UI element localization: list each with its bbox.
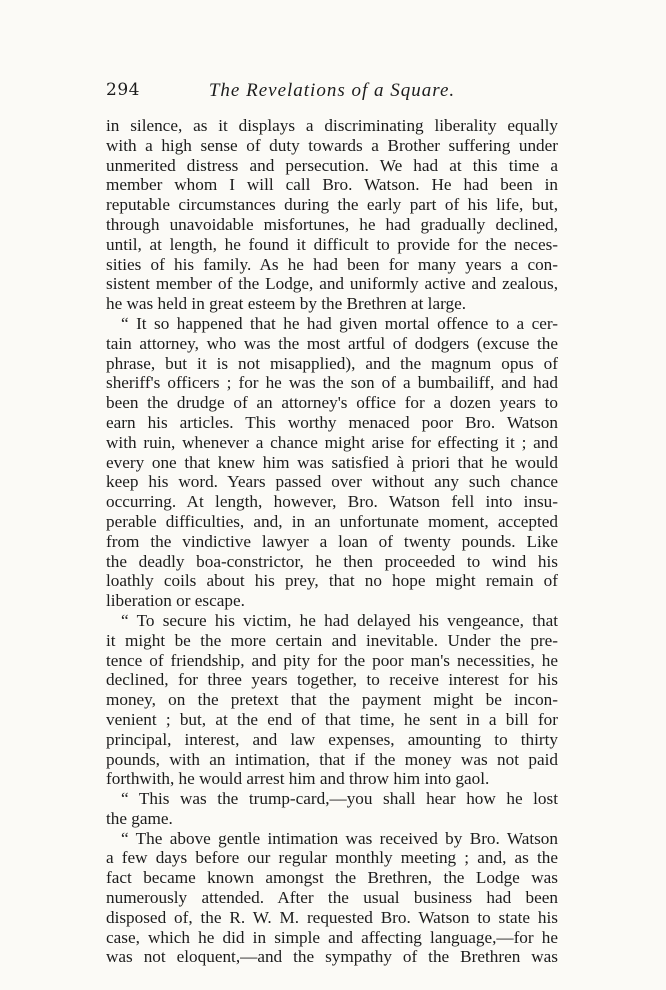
text-line: “ It so happened that he had given mortal offence to a cer- (121, 313, 558, 333)
paragraph (106, 611, 558, 789)
text-line: tain attorney, who was the most artful of dodgers (excuse the (106, 333, 558, 353)
text-line: through unavoidable misfortunes, he had gradually declined, (106, 214, 558, 234)
text-line: until, at length, he found it difficult to provide for the neces- (106, 234, 558, 254)
text-line: earn his articles. This worthy menaced poor Bro. Watson (106, 412, 558, 432)
text-line: declined, for three years together, to receive interest for his (106, 670, 558, 690)
text-line: tence of friendship, and pity for the poor man's necessities, he (106, 650, 558, 670)
text-line: disposed of, the R. W. M. requested Bro. Watson to state his (106, 907, 558, 927)
paragraph (106, 789, 558, 829)
text-line: sities of his family. As he had been for many years a con- (106, 254, 558, 274)
text-line: the deadly boa-constrictor, he then proceeded to wind his (106, 551, 558, 571)
text-line: phrase, but it is not misapplied), and the magnum opus of (106, 353, 558, 373)
page-header (106, 80, 558, 104)
text-line: unmerited distress and persecution. We had at this time a (106, 155, 558, 175)
text-line: pounds, with an intimation, that if the money was not paid (106, 749, 558, 769)
text-line: sheriff's officers ; for he was the son of a bumbailiff, and had (106, 373, 558, 393)
running-title: The Revelations of a Square. (208, 80, 456, 101)
text-line: with a high sense of duty towards a Brother suffering under (106, 135, 558, 155)
text-line: sistent member of the Lodge, and uniformly active and zealous, (106, 274, 558, 294)
text-line: from the vindictive lawyer a loan of twenty pounds. Like (106, 531, 558, 551)
body-text (106, 116, 558, 967)
text-line: was not eloquent,—and the sympathy of the Brethren was (106, 947, 558, 967)
text-line: forthwith, he would arrest him and throw him into gaol. (106, 769, 490, 789)
text-line: every one that knew him was satisfied à priori that he would (106, 452, 558, 472)
text-line: liberation or escape. (106, 591, 245, 611)
paragraph (106, 829, 558, 968)
text-line: “ The above gentle intimation was received by Bro. Watson (121, 828, 558, 848)
paragraph (106, 116, 558, 314)
text-line: “ To secure his victim, he had delayed his vengeance, that (121, 610, 558, 630)
text-line: perable difficulties, and, in an unfortunate moment, accepted (106, 511, 558, 531)
text-line: money, on the pretext that the payment might be incon- (106, 690, 558, 710)
text-line: he was held in great esteem by the Brethren at large. (106, 294, 467, 314)
text-line: been the drudge of an attorney's office for a dozen years to (106, 393, 558, 413)
text-line: member whom I will call Bro. Watson. He had been in (106, 175, 558, 195)
page-number: 294 (106, 80, 140, 100)
paragraph (106, 314, 558, 611)
text-line: fact became known amongst the Brethren, the Lodge was (106, 868, 558, 888)
text-line: principal, interest, and law expenses, amounting to thirty (106, 729, 558, 749)
text-line: keep his word. Years passed over without any such chance (106, 472, 558, 492)
text-line: with ruin, whenever a chance might arise for effecting it ; and (106, 432, 558, 452)
text-line: the game. (106, 808, 173, 828)
text-line: a few days before our regular monthly meeting ; and, as the (106, 848, 558, 868)
text-line: case, which he did in simple and affecting language,—for he (106, 927, 558, 947)
text-line: loathly coils about his prey, that no hope might remain of (106, 571, 558, 591)
text-line: reputable circumstances during the early part of his life, but, (106, 195, 558, 215)
text-line: it might be the more certain and inevitable. Under the pre- (106, 630, 558, 650)
text-line: venient ; but, at the end of that time, he sent in a bill for (106, 709, 558, 729)
text-line: “ This was the trump-card,—you shall hear how he lost (121, 789, 558, 809)
text-line: numerously attended. After the usual business had been (106, 888, 558, 908)
text-line: in silence, as it displays a discriminating liberality equally (106, 116, 558, 135)
text-line: occurring. At length, however, Bro. Watson fell into insu- (106, 492, 558, 512)
